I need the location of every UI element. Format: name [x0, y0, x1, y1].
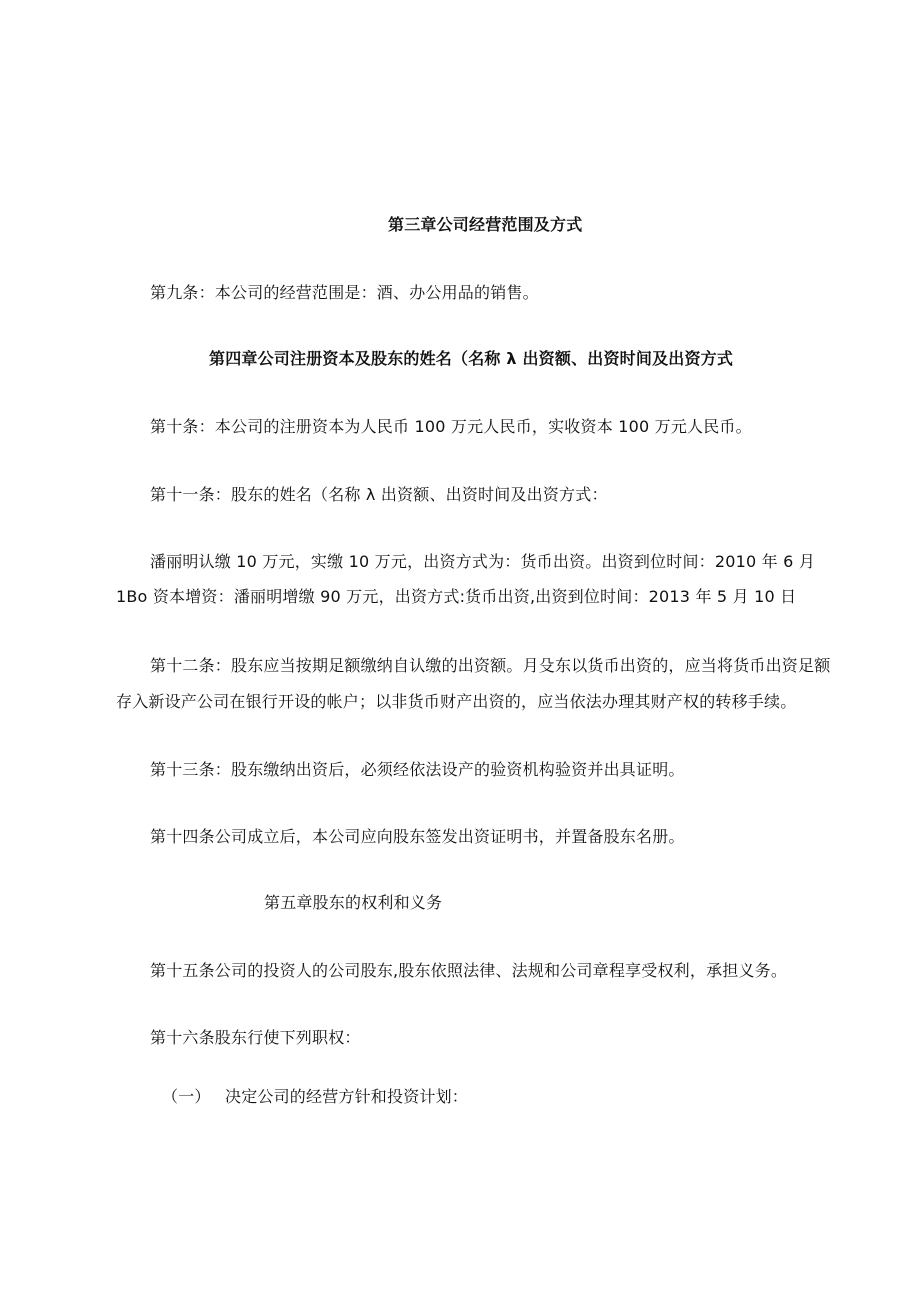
contribution-line-2: 1Bo 资本增资：潘丽明增缴 90 万元，出资方式:货币出资,出资到位时间：2013 年 5 月 10 日: [116, 587, 797, 606]
article-12-line-1: 第十二条：股东应当按期足额缴纳自认缴的出资额。月殳东以货币出资的，应当将货币出资足额: [150, 656, 831, 675]
article-13: 第十三条：股东缴纳出资后，必须经依法设产的验资机构验资并出具证明。: [150, 760, 685, 779]
chapter-5-heading: 第五章股东的权利和义务: [264, 893, 443, 912]
list-item-marker: （一）: [162, 1087, 211, 1106]
chapter-3-heading: 第三章公司经营范围及方式: [388, 215, 583, 234]
list-item-text: 决定公司的经营方针和投资计划：: [225, 1087, 469, 1106]
article-10: 第十条：本公司的注册资本为人民币 100 万元人民币，实收资本 100 万元人民币。: [150, 417, 752, 436]
chapter-4-heading: 第四章公司注册资本及股东的姓名（名称 λ 出资额、出资时间及出资方式: [209, 349, 734, 368]
contribution-line-1: 潘丽明认缴 10 万元，实缴 10 万元，出资方式为：货币出资。出资到位时间：2010 年 6 月: [150, 552, 816, 571]
article-12-line-2: 存入新设产公司在银行开设的帐户；以非货币财产出资的，应当依法办理其财产权的转移手续。: [116, 692, 797, 711]
article-15: 第十五条公司的投资人的公司股东,股东依照法律、法规和公司章程享受权利，承担义务。: [150, 961, 788, 980]
article-14: 第十四条公司成立后，本公司应向股东签发出资证明书，并置备股东名册。: [150, 827, 685, 846]
article-9: 第九条：本公司的经营范围是：酒、办公用品的销售。: [150, 283, 539, 302]
article-16: 第十六条股东行使下列职权：: [150, 1028, 361, 1047]
article-11: 第十一条：股东的姓名（名称 λ 出资额、出资时间及出资方式：: [150, 485, 608, 504]
